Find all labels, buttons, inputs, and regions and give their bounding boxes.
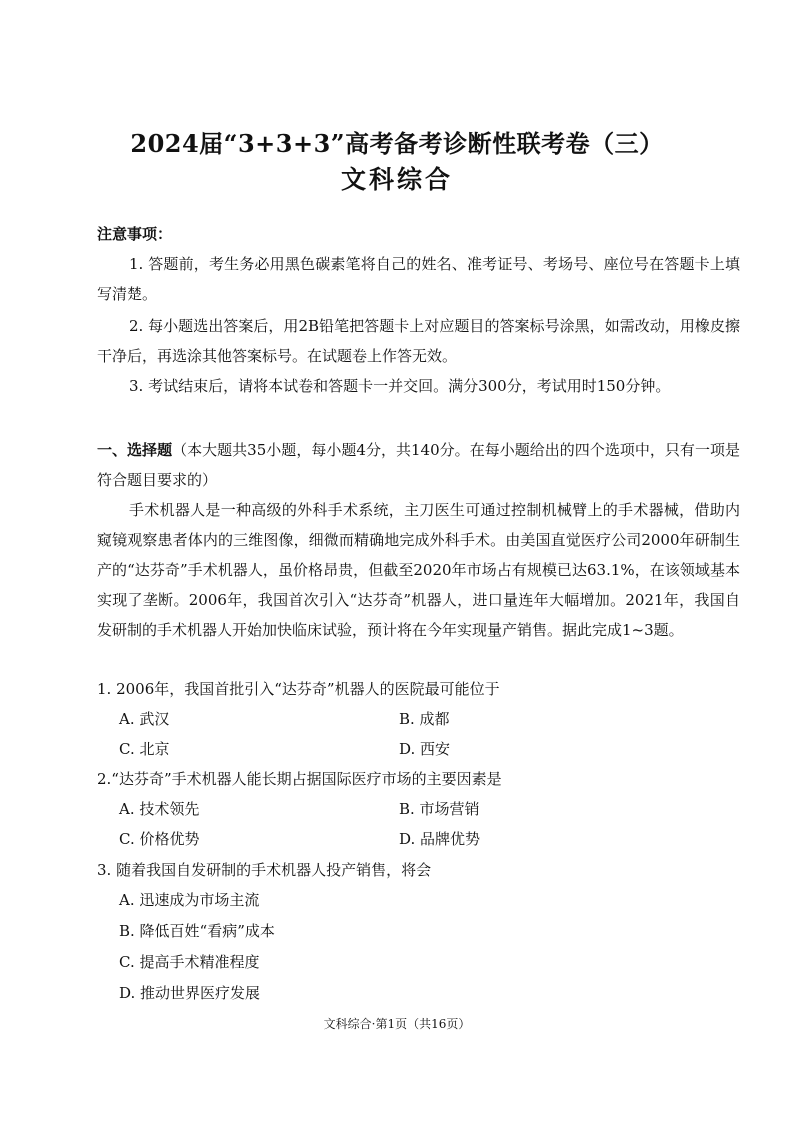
- option-d: D. 推动世界医疗发展: [119, 984, 261, 1002]
- option-b: B. 市场营销: [399, 800, 480, 818]
- option-b: B. 降低百姓“看病”成本: [119, 922, 275, 940]
- option-d: D. 品牌优势: [399, 830, 481, 848]
- option-a: A. 武汉: [119, 710, 170, 728]
- option-a: A. 迅速成为市场主流: [119, 891, 260, 909]
- page-footer: 文科综合·第1页（共16页）: [323, 1017, 471, 1031]
- question-3-options: [119, 885, 679, 1009]
- option-c: C. 北京: [119, 740, 170, 758]
- exam-subject: 文科综合: [340, 165, 453, 194]
- notice-heading: 注意事项：: [97, 225, 173, 243]
- notice-item-1: 1. 答题前，考生务必用黑色碳素笔将自己的姓名、准考证号、考场号、座位号在答题卡上填写清楚。: [97, 255, 740, 303]
- question-3-stem: 3. 随着我国自发研制的手术机器人投产销售，将会: [97, 861, 432, 879]
- option-c: C. 提高手术精准程度: [119, 953, 260, 971]
- question-1-stem: 1. 2006年，我国首批引入“达芬奇”机器人的医院最可能位于: [97, 680, 500, 698]
- section-title: 一、选择题: [97, 441, 173, 459]
- question-2-options: [119, 794, 679, 854]
- exam-title: 2024届“3+3+3”高考备考诊断性联考卷（三）: [130, 129, 664, 158]
- option-c: C. 价格优势: [119, 830, 200, 848]
- reading-passage: 手术机器人是一种高级的外科手术系统，主刀医生可通过控制机械臂上的手术器械，借助内窥镜观察患者体内的三维图像，细微而精确地完成外科手术。由美国直觉医疗公司2000年研制生产的“达芬奇”手术机器人，虽价格昂贵，但截至2020年市场占有规模已达63.1%，在该领域基本实现了垄断。2006年，我国首次引入“达芬奇”机器人，进口量连年大幅增加。2021年，我国自发研制的手术机器人开始加快临床试验，预计将在今年实现量产销售。据此完成1~3题。: [97, 501, 740, 639]
- option-d: D. 西安: [399, 740, 451, 758]
- section-header: [97, 435, 740, 495]
- option-a: A. 技术领先: [119, 800, 200, 818]
- notice-item-2: 2. 每小题选出答案后，用2B铅笔把答题卡上对应题目的答案标号涂黑，如需改动，用橡皮擦干净后，再选涂其他答案标号。在试题卷上作答无效。: [97, 317, 740, 365]
- section-description: （本大题共35小题，每小题4分，共140分。在每小题给出的四个选项中，只有一项是符合题目要求的）: [97, 441, 740, 489]
- question-1-options: [119, 704, 679, 764]
- notice-item-3: 3. 考试结束后，请将本试卷和答题卡一并交回。满分300分，考试用时150分钟。: [129, 377, 671, 395]
- question-2-stem: 2.“达芬奇”手术机器人能长期占据国际医疗市场的主要因素是: [97, 770, 502, 788]
- option-b: B. 成都: [399, 710, 450, 728]
